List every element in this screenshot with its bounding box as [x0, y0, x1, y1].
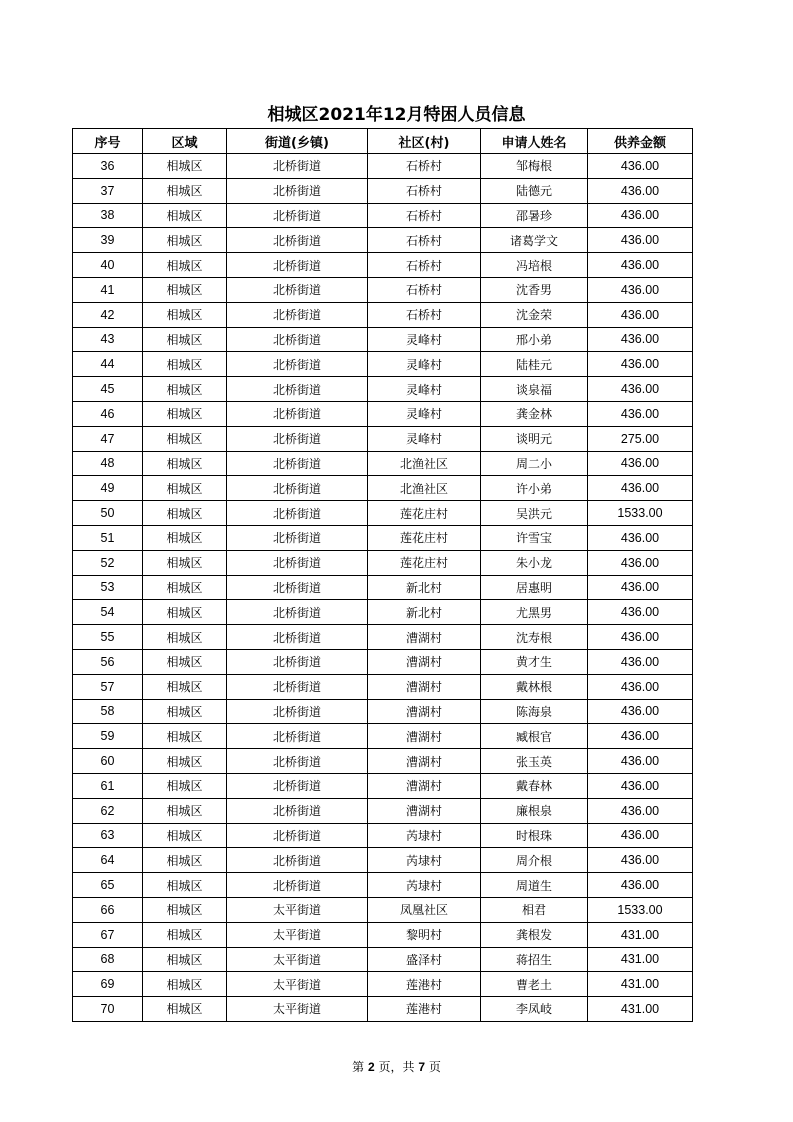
cell-community: 凤凰社区: [368, 897, 481, 922]
cell-index: 63: [73, 823, 143, 848]
cell-street: 北桥街道: [227, 525, 368, 550]
cell-street: 北桥街道: [227, 873, 368, 898]
cell-amount: 436.00: [588, 327, 693, 352]
cell-community: 石桥村: [368, 277, 481, 302]
cell-street: 北桥街道: [227, 178, 368, 203]
cell-amount: 436.00: [588, 575, 693, 600]
cell-community: 漕湖村: [368, 749, 481, 774]
cell-area: 相城区: [143, 426, 227, 451]
cell-area: 相城区: [143, 674, 227, 699]
cell-community: 漕湖村: [368, 649, 481, 674]
cell-amount: 436.00: [588, 674, 693, 699]
cell-applicant: 沈香男: [481, 277, 588, 302]
cell-community: 灵峰村: [368, 352, 481, 377]
cell-area: 相城区: [143, 997, 227, 1022]
cell-amount: 436.00: [588, 451, 693, 476]
cell-applicant: 谈泉福: [481, 377, 588, 402]
cell-street: 北桥街道: [227, 302, 368, 327]
page-footer: [0, 1058, 793, 1075]
cell-street: 太平街道: [227, 922, 368, 947]
cell-applicant: 陆桂元: [481, 352, 588, 377]
cell-applicant: 周道生: [481, 873, 588, 898]
cell-applicant: 龚根发: [481, 922, 588, 947]
cell-area: 相城区: [143, 277, 227, 302]
cell-community: 莲港村: [368, 972, 481, 997]
cell-street: 北桥街道: [227, 550, 368, 575]
cell-street: 北桥街道: [227, 327, 368, 352]
cell-index: 66: [73, 897, 143, 922]
cell-community: 芮埭村: [368, 873, 481, 898]
cell-applicant: 相君: [481, 897, 588, 922]
cell-index: 56: [73, 649, 143, 674]
page-title: 相城区2021年12月特困人员信息: [267, 105, 526, 125]
cell-community: 新北村: [368, 575, 481, 600]
cell-index: 67: [73, 922, 143, 947]
cell-applicant: 沈金荣: [481, 302, 588, 327]
cell-community: 石桥村: [368, 302, 481, 327]
cell-amount: 436.00: [588, 203, 693, 228]
table-row: [73, 401, 693, 426]
cell-index: 53: [73, 575, 143, 600]
cell-street: 北桥街道: [227, 377, 368, 402]
cell-index: 39: [73, 228, 143, 253]
cell-community: 漕湖村: [368, 724, 481, 749]
cell-amount: 436.00: [588, 302, 693, 327]
table-row: [73, 947, 693, 972]
cell-amount: 431.00: [588, 972, 693, 997]
cell-applicant: 黄才生: [481, 649, 588, 674]
cell-applicant: 居惠明: [481, 575, 588, 600]
table-row: [73, 625, 693, 650]
cell-community: 石桥村: [368, 154, 481, 179]
cell-amount: 436.00: [588, 873, 693, 898]
cell-street: 北桥街道: [227, 253, 368, 278]
cell-street: 北桥街道: [227, 228, 368, 253]
header-street: 街道(乡镇): [227, 129, 368, 154]
cell-amount: 431.00: [588, 922, 693, 947]
cell-amount: 436.00: [588, 277, 693, 302]
cell-community: 灵峰村: [368, 401, 481, 426]
table-row: [73, 253, 693, 278]
cell-index: 51: [73, 525, 143, 550]
cell-community: 黎明村: [368, 922, 481, 947]
cell-area: 相城区: [143, 327, 227, 352]
table-row: [73, 749, 693, 774]
cell-community: 盛泽村: [368, 947, 481, 972]
cell-community: 石桥村: [368, 203, 481, 228]
cell-area: 相城区: [143, 773, 227, 798]
cell-index: 48: [73, 451, 143, 476]
cell-amount: 436.00: [588, 228, 693, 253]
cell-community: 北渔社区: [368, 476, 481, 501]
cell-index: 62: [73, 798, 143, 823]
cell-amount: 436.00: [588, 253, 693, 278]
cell-index: 41: [73, 277, 143, 302]
cell-index: 69: [73, 972, 143, 997]
cell-community: 芮埭村: [368, 823, 481, 848]
cell-applicant: 沈寿根: [481, 625, 588, 650]
cell-area: 相城区: [143, 476, 227, 501]
table-row: [73, 649, 693, 674]
table-row: [73, 972, 693, 997]
cell-community: 莲花庄村: [368, 550, 481, 575]
cell-area: 相城区: [143, 228, 227, 253]
table-row: [73, 302, 693, 327]
cell-index: 59: [73, 724, 143, 749]
cell-amount: 1533.00: [588, 897, 693, 922]
cell-index: 46: [73, 401, 143, 426]
cell-street: 北桥街道: [227, 203, 368, 228]
cell-area: 相城区: [143, 154, 227, 179]
header-index: 序号: [73, 129, 143, 154]
cell-community: 莲花庄村: [368, 525, 481, 550]
cell-community: 莲港村: [368, 997, 481, 1022]
table-row: [73, 154, 693, 179]
cell-community: 灵峰村: [368, 377, 481, 402]
cell-amount: 436.00: [588, 625, 693, 650]
cell-community: 芮埭村: [368, 848, 481, 873]
cell-index: 47: [73, 426, 143, 451]
cell-area: 相城区: [143, 575, 227, 600]
cell-applicant: 邹梅根: [481, 154, 588, 179]
cell-amount: 436.00: [588, 773, 693, 798]
table-row: [73, 823, 693, 848]
cell-street: 北桥街道: [227, 451, 368, 476]
cell-applicant: 诸葛学文: [481, 228, 588, 253]
cell-street: 太平街道: [227, 897, 368, 922]
cell-street: 北桥街道: [227, 154, 368, 179]
cell-area: 相城区: [143, 625, 227, 650]
table-row: [73, 997, 693, 1022]
cell-applicant: 戴林根: [481, 674, 588, 699]
cell-amount: 436.00: [588, 377, 693, 402]
cell-index: 45: [73, 377, 143, 402]
cell-index: 68: [73, 947, 143, 972]
table-row: [73, 327, 693, 352]
cell-community: 漕湖村: [368, 773, 481, 798]
cell-amount: 436.00: [588, 476, 693, 501]
cell-area: 相城区: [143, 253, 227, 278]
table-row: [73, 377, 693, 402]
cell-amount: 1533.00: [588, 501, 693, 526]
cell-street: 太平街道: [227, 972, 368, 997]
cell-community: 莲花庄村: [368, 501, 481, 526]
cell-community: 灵峰村: [368, 327, 481, 352]
data-table: [72, 128, 693, 1022]
footer-suffix: 页: [428, 1060, 441, 1074]
cell-applicant: 许小弟: [481, 476, 588, 501]
cell-amount: 436.00: [588, 649, 693, 674]
cell-street: 北桥街道: [227, 848, 368, 873]
cell-community: 漕湖村: [368, 674, 481, 699]
table-row: [73, 525, 693, 550]
table-row: [73, 277, 693, 302]
cell-street: 太平街道: [227, 947, 368, 972]
cell-index: 58: [73, 699, 143, 724]
cell-applicant: 邵暑珍: [481, 203, 588, 228]
header-amount: 供养金额: [588, 129, 693, 154]
cell-amount: 436.00: [588, 724, 693, 749]
cell-amount: 436.00: [588, 178, 693, 203]
cell-applicant: 周二小: [481, 451, 588, 476]
cell-area: 相城区: [143, 873, 227, 898]
cell-applicant: 臧根官: [481, 724, 588, 749]
cell-street: 北桥街道: [227, 823, 368, 848]
cell-index: 43: [73, 327, 143, 352]
cell-area: 相城区: [143, 401, 227, 426]
cell-amount: 436.00: [588, 600, 693, 625]
table-row: [73, 426, 693, 451]
footer-mid: 页，共: [378, 1060, 415, 1074]
cell-street: 北桥街道: [227, 674, 368, 699]
cell-amount: 436.00: [588, 798, 693, 823]
cell-applicant: 尤黑男: [481, 600, 588, 625]
cell-area: 相城区: [143, 699, 227, 724]
table-header-row: [73, 129, 693, 154]
header-applicant: 申请人姓名: [481, 129, 588, 154]
cell-amount: 436.00: [588, 525, 693, 550]
footer-page-number: 2: [367, 1060, 375, 1074]
footer-prefix: 第: [352, 1060, 365, 1074]
cell-applicant: 李凤岐: [481, 997, 588, 1022]
cell-area: 相城区: [143, 203, 227, 228]
cell-amount: 436.00: [588, 823, 693, 848]
cell-street: 北桥街道: [227, 352, 368, 377]
cell-index: 65: [73, 873, 143, 898]
table-row: [73, 699, 693, 724]
cell-index: 52: [73, 550, 143, 575]
cell-applicant: 朱小龙: [481, 550, 588, 575]
cell-applicant: 龚金林: [481, 401, 588, 426]
cell-area: 相城区: [143, 451, 227, 476]
cell-index: 38: [73, 203, 143, 228]
cell-street: 北桥街道: [227, 501, 368, 526]
footer-total-pages: 7: [418, 1060, 426, 1074]
table-row: [73, 798, 693, 823]
cell-amount: 275.00: [588, 426, 693, 451]
cell-community: 石桥村: [368, 228, 481, 253]
cell-street: 北桥街道: [227, 476, 368, 501]
cell-index: 54: [73, 600, 143, 625]
cell-index: 44: [73, 352, 143, 377]
cell-area: 相城区: [143, 947, 227, 972]
cell-area: 相城区: [143, 550, 227, 575]
table-row: [73, 228, 693, 253]
cell-applicant: 谈明元: [481, 426, 588, 451]
table-row: [73, 674, 693, 699]
cell-area: 相城区: [143, 972, 227, 997]
cell-street: 北桥街道: [227, 600, 368, 625]
table-row: [73, 550, 693, 575]
cell-street: 北桥街道: [227, 426, 368, 451]
cell-community: 漕湖村: [368, 625, 481, 650]
cell-applicant: 周介根: [481, 848, 588, 873]
cell-area: 相城区: [143, 525, 227, 550]
cell-index: 42: [73, 302, 143, 327]
header-area: 区域: [143, 129, 227, 154]
table-row: [73, 922, 693, 947]
cell-area: 相城区: [143, 922, 227, 947]
cell-amount: 436.00: [588, 749, 693, 774]
cell-area: 相城区: [143, 377, 227, 402]
cell-street: 太平街道: [227, 997, 368, 1022]
table-row: [73, 352, 693, 377]
cell-area: 相城区: [143, 848, 227, 873]
cell-index: 50: [73, 501, 143, 526]
cell-applicant: 戴春林: [481, 773, 588, 798]
cell-area: 相城区: [143, 352, 227, 377]
cell-index: 61: [73, 773, 143, 798]
cell-index: 55: [73, 625, 143, 650]
cell-applicant: 冯培根: [481, 253, 588, 278]
table-row: [73, 575, 693, 600]
cell-community: 石桥村: [368, 178, 481, 203]
cell-index: 40: [73, 253, 143, 278]
cell-community: 石桥村: [368, 253, 481, 278]
cell-index: 60: [73, 749, 143, 774]
cell-area: 相城区: [143, 649, 227, 674]
cell-community: 新北村: [368, 600, 481, 625]
cell-area: 相城区: [143, 724, 227, 749]
table-row: [73, 203, 693, 228]
table-row: [73, 178, 693, 203]
table-row: [73, 873, 693, 898]
cell-applicant: 许雪宝: [481, 525, 588, 550]
cell-street: 北桥街道: [227, 724, 368, 749]
cell-amount: 436.00: [588, 401, 693, 426]
cell-applicant: 陆德元: [481, 178, 588, 203]
cell-street: 北桥街道: [227, 401, 368, 426]
cell-community: 北渔社区: [368, 451, 481, 476]
cell-area: 相城区: [143, 501, 227, 526]
cell-street: 北桥街道: [227, 575, 368, 600]
cell-street: 北桥街道: [227, 649, 368, 674]
cell-street: 北桥街道: [227, 773, 368, 798]
cell-area: 相城区: [143, 178, 227, 203]
cell-area: 相城区: [143, 600, 227, 625]
table-row: [73, 501, 693, 526]
cell-index: 49: [73, 476, 143, 501]
cell-applicant: 时根珠: [481, 823, 588, 848]
cell-amount: 431.00: [588, 947, 693, 972]
table-row: [73, 848, 693, 873]
cell-street: 北桥街道: [227, 277, 368, 302]
table-row: [73, 451, 693, 476]
cell-area: 相城区: [143, 749, 227, 774]
cell-amount: 436.00: [588, 848, 693, 873]
cell-applicant: 邢小弟: [481, 327, 588, 352]
cell-applicant: 陈海泉: [481, 699, 588, 724]
cell-street: 北桥街道: [227, 699, 368, 724]
table-row: [73, 897, 693, 922]
cell-street: 北桥街道: [227, 749, 368, 774]
cell-community: 漕湖村: [368, 699, 481, 724]
cell-amount: 436.00: [588, 699, 693, 724]
cell-index: 64: [73, 848, 143, 873]
cell-applicant: 蒋招生: [481, 947, 588, 972]
cell-street: 北桥街道: [227, 798, 368, 823]
cell-applicant: 张玉英: [481, 749, 588, 774]
table-row: [73, 773, 693, 798]
cell-street: 北桥街道: [227, 625, 368, 650]
cell-area: 相城区: [143, 798, 227, 823]
header-community: 社区(村): [368, 129, 481, 154]
cell-community: 灵峰村: [368, 426, 481, 451]
table-row: [73, 476, 693, 501]
table-row: [73, 600, 693, 625]
cell-amount: 436.00: [588, 154, 693, 179]
cell-applicant: 吴洪元: [481, 501, 588, 526]
cell-area: 相城区: [143, 823, 227, 848]
cell-area: 相城区: [143, 302, 227, 327]
cell-amount: 431.00: [588, 997, 693, 1022]
cell-index: 37: [73, 178, 143, 203]
cell-applicant: 廉根泉: [481, 798, 588, 823]
cell-index: 70: [73, 997, 143, 1022]
cell-area: 相城区: [143, 897, 227, 922]
cell-amount: 436.00: [588, 550, 693, 575]
cell-index: 36: [73, 154, 143, 179]
cell-index: 57: [73, 674, 143, 699]
cell-applicant: 曹老土: [481, 972, 588, 997]
cell-community: 漕湖村: [368, 798, 481, 823]
table-row: [73, 724, 693, 749]
cell-amount: 436.00: [588, 352, 693, 377]
